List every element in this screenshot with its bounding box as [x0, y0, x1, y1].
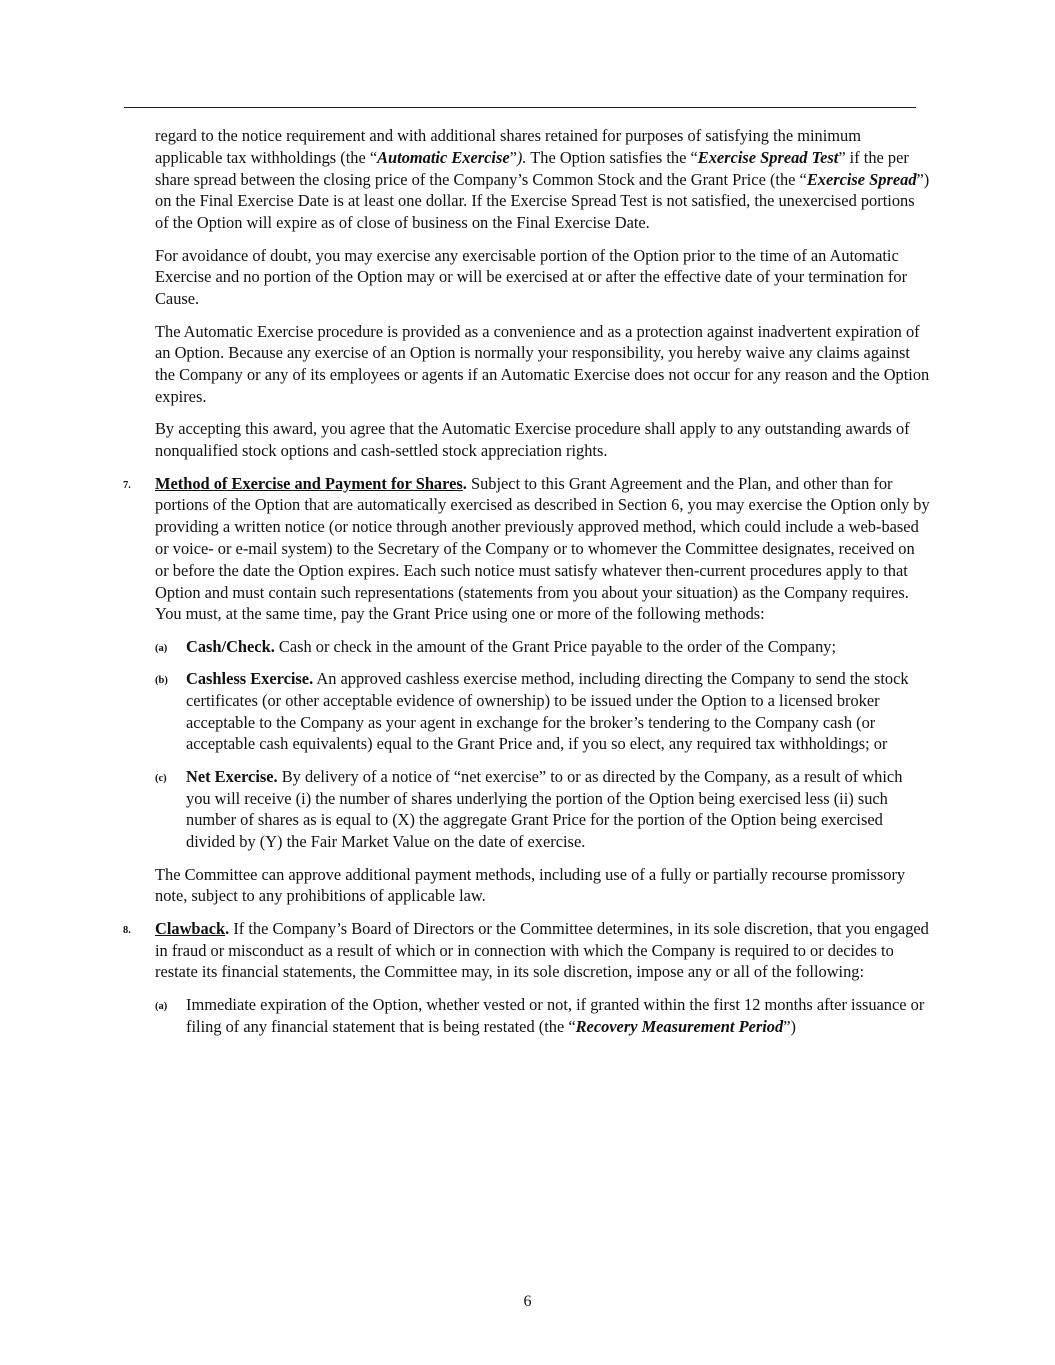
section-7-item-b: (b) Cashless Exercise. An approved cashless exercise method, including directing the Company to send the stock certificates (or other acceptable evidence of ownership) to be issued under the Option to a licensed broker acceptable to the Company as your agent in exchange for the broker’s tendering to the Company cash (or acceptable cash equivalents) equal to the Grant Price and, if you so elect, any required tax withholdings; or: [155, 669, 909, 754]
section-7-body: Subject to this Grant Agreement and the Plan, and other than for portions of the Option that are automatically exercised as described in Section 6, you may exercise the Option only by providing a written notice (or notice through another previously approved method, which could include a web-based or voice- or e-mail system) to the Secretary of the Company or to whomever the Committee designates, received on or before the date the Option expires. Each such notice must satisfy whatever then-current procedures apply to that Option and must contain such representations (statements from you about your situation) as the Company requires. You must, at the same time, pay the Grant Price using one or more of the following methods:: [155, 473, 930, 624]
continuation-paragraph-3: The Automatic Exercise procedure is provided as a convenience and as a protection against inadvertent expiration of an Option. Because any exercise of an Option is normally your responsibility, you hereby waive any claims against the Company or any of its employees or agents if an Automatic Exercise does not occur for any reason and the Option expires.: [155, 321, 930, 406]
term-exercise-spread-test: Exercise Spread Test: [697, 147, 839, 167]
term-exercise-spread: Exercise Spread: [806, 169, 917, 189]
section-7-item-c: (c) Net Exercise. By delivery of a notice of “net exercise” to or as directed by the Company, as a result of which you will receive (i) the number of shares underlying the portion of the Option being exercised less (ii) such number of shares as is equal to (X) the aggregate Grant Price for the portion of the Option being exercised divided by (Y) the Fair Market Value on the date of exercise.: [155, 766, 903, 852]
section-8-item-a: (a) Immediate expiration of the Option, whether vested or not, if granted within the first 12 months after issuance or filing of any financial statement that is being restated (the “Recovery Measurement Period”): [155, 994, 925, 1036]
section-7-number: 7.: [123, 479, 131, 491]
page-number: 6: [523, 1293, 532, 1310]
section-8-heading: Clawback: [155, 918, 226, 938]
term-automatic-exercise: Automatic Exercise: [377, 147, 510, 167]
section-8: 8. Clawback. If the Company’s Board of Directors or the Committee determines, in its sole discretion, that you engaged in fraud or misconduct as a result of which or in connection with which the Company is required to or decides to restate its financial statements, the Committee may, in its sole discretion, impose any or all of the following:: [123, 918, 929, 982]
section-7: 7. Method of Exercise and Payment for Shares. Subject to this Grant Agreement and the Plan, and other than for portions of the Option that are automatically exercised as described in Section 6, you may exercise the Option only by providing a written notice (or notice through another previously approved method, which could include a web-based or voice- or e-mail system) to the Secretary of the Company or to whomever the Committee designates, received on or before the date the Option expires. Each such notice must satisfy whatever then-current procedures apply to that Option and must contain such representations (statements from you about your situation) as the Company requires. You must, at the same time, pay the Grant Price using one or more of the following methods:: [123, 473, 930, 624]
term-recovery-measurement-period: Recovery Measurement Period: [575, 1016, 784, 1036]
continuation-paragraph-4: By accepting this award, you agree that the Automatic Exercise procedure shall apply to any outstanding awards of nonqualified stock options and cash-settled stock appreciation rights.: [155, 419, 910, 461]
document-body: [123, 125, 930, 1048]
section-7-closing: The Committee can approve additional payment methods, including use of a fully or partially recourse promissory note, subject to any prohibitions of applicable law.: [155, 864, 906, 906]
continuation-paragraph-1: regard to the notice requirement and with additional shares retained for purposes of satisfying the minimum applicable tax withholdings (the “Automatic Exercise”). The Option satisfies the “Exercise Spread Test” if the per share spread between the closing price of the Company’s Common Stock and the Grant Price (the “Exercise Spread”) on the Final Exercise Date is at least one dollar. If the Exercise Spread Test is not satisfied, the unexercised portions of the Option will expire as of close of business on the Final Exercise Date.: [155, 126, 930, 233]
header-rule: [124, 107, 916, 108]
continuation-paragraph-2: For avoidance of doubt, you may exercise any exercisable portion of the Option prior to the time of an Automatic Exercise and no portion of the Option may or will be exercised at or after the effective date of your termination for Cause.: [155, 245, 908, 309]
section-8-body: If the Company’s Board of Directors or the Committee determines, in its sole discretion, that you engaged in fraud or misconduct as a result of which or in connection with which the Company is required to or decides to restate its financial statements, the Committee may, in its sole discretion, impose any or all of the following:: [155, 918, 929, 982]
section-7-item-a: (a) Cash/Check. Cash or check in the amount of the Grant Price payable to the order of the Company;: [155, 636, 837, 656]
section-7-heading: Method of Exercise and Payment for Shares: [155, 473, 463, 493]
section-8-number: 8.: [123, 924, 131, 936]
